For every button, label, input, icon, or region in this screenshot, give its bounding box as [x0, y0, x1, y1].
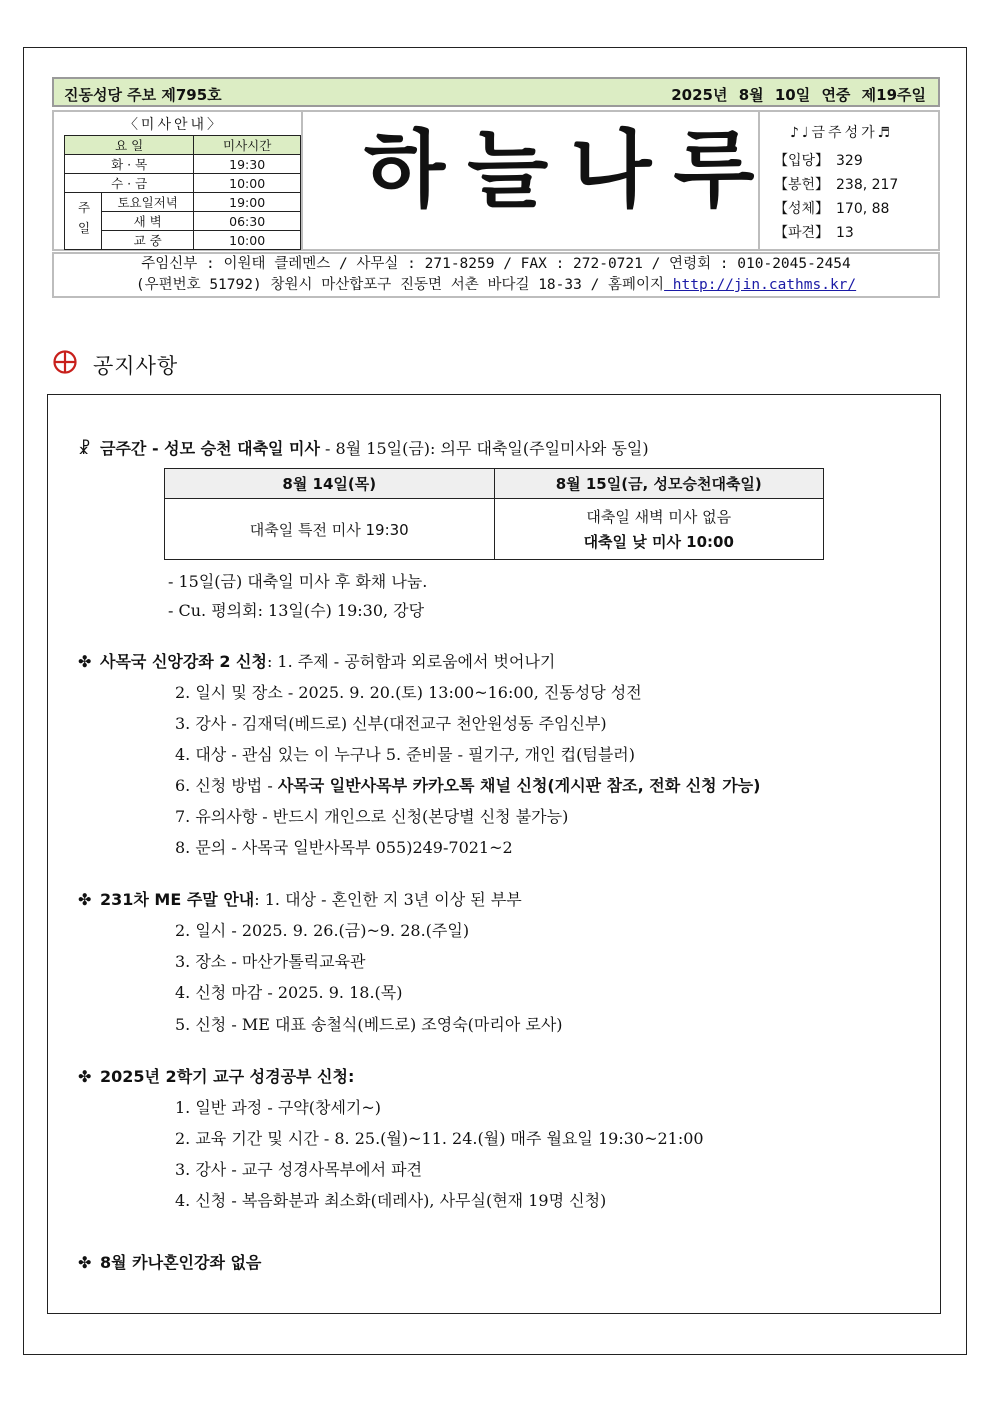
hymn-title: ♪♩금주성가♬	[790, 125, 894, 141]
notice-item: 8. 문의 - 사목국 일반사목부 055)249-7021~2	[175, 838, 513, 857]
notice-me-heading	[78, 887, 522, 910]
mass-col-day: 요 일	[65, 136, 194, 155]
notice-text: - 8월 15일(금): 의무 대축일(주일미사와 동일)	[319, 439, 649, 458]
notice-item-bold: 사목국 일반사목부 카카오톡 채널 신청(게시판 참조, 전화 신청 가능)	[277, 776, 761, 795]
hymn-label: 【파견】	[774, 225, 830, 241]
schedule-cell	[494, 499, 824, 560]
hymn-number: 13	[836, 225, 854, 241]
notice-item: 2. 일시 - 2025. 9. 26.(금)~9. 28.(주일)	[175, 921, 470, 940]
hymn-row	[774, 198, 889, 218]
mass-day: 교 중	[102, 231, 194, 250]
notice-item: 4. 신청 마감 - 2025. 9. 18.(목)	[175, 983, 403, 1002]
notice-item: 7. 유의사항 - 반드시 개인으로 신청(본당별 신청 불가능)	[175, 807, 569, 826]
mass-schedule	[54, 112, 303, 251]
notice-subline: - Cu. 평의회: 13일(수) 19:30, 강당	[168, 601, 425, 620]
contact-line-2	[54, 275, 938, 296]
bulletin-header	[52, 77, 940, 107]
mass-day: 화 · 목	[65, 155, 194, 174]
sunday-label: 주일	[65, 193, 102, 250]
flower-bullet-icon: ✤	[78, 890, 92, 909]
bulletin-logo-title: 하늘나루	[364, 121, 777, 219]
hymn-list	[758, 112, 940, 251]
hymn-row	[774, 174, 898, 194]
notice-title: 231차 ME 주말 안내	[100, 890, 255, 909]
notice-text: : 1. 대상 - 혼인한 지 3년 이상 된 부부	[254, 890, 522, 909]
notice-cana-heading	[78, 1250, 261, 1273]
notice-title: 8월 카나혼인강좌 없음	[100, 1253, 262, 1272]
schedule-head: 8월 14일(목)	[165, 469, 495, 499]
hymn-label: 【봉헌】	[774, 177, 830, 193]
homepage-link[interactable]: http://jin.cathms.kr/	[664, 277, 857, 293]
mass-schedule-title: 〈미사안내〉	[123, 117, 225, 133]
hymn-number: 170, 88	[836, 201, 890, 217]
chi-rho-icon: ☧	[78, 439, 91, 458]
hymn-number: 329	[836, 153, 863, 169]
mass-time: 10:00	[194, 231, 301, 250]
flower-bullet-icon: ✤	[78, 652, 92, 671]
notice-item: 1. 일반 과정 - 구약(창세기~)	[175, 1098, 382, 1117]
mass-time: 19:30	[194, 155, 301, 174]
notice-title: 금주간 - 성모 승천 대축일 미사	[100, 439, 320, 458]
notice-item: 4. 대상 - 관심 있는 이 누구나 5. 준비물 - 필기구, 개인 컵(텀블러)	[175, 745, 635, 764]
notice-item: 3. 장소 - 마산가톨릭교육관	[175, 952, 366, 971]
address: (우편번호 51792) 창원시 마산합포구 진동면 서촌 바다길 18-33 / 홈페이지	[135, 277, 665, 293]
notice-title: 2025년 2학기 교구 성경공부 신청:	[100, 1067, 355, 1086]
notice-section-icon	[53, 350, 77, 374]
hymn-label: 【입당】	[774, 153, 830, 169]
notice-assumption-heading	[78, 436, 649, 459]
assumption-schedule-table	[164, 468, 824, 560]
hymn-number: 238, 217	[836, 177, 899, 193]
notice-item: 3. 강사 - 김재덕(베드로) 신부(대전교구 천안원성동 주임신부)	[175, 714, 607, 733]
schedule-cell-line: 대축일 새벽 미사 없음	[586, 508, 732, 526]
notice-item-text: 6. 신청 방법 -	[175, 776, 278, 795]
schedule-cell-line: 대축일 낮 미사 10:00	[583, 533, 734, 551]
bulletin-issue: 진동성당 주보 제795호	[64, 86, 222, 104]
contact-line-1: 주임신부 : 이원태 클레멘스 / 사무실 : 271-8259 / FAX : 272-0721 / 연령회 : 010-2045-2454	[141, 256, 851, 272]
masthead	[52, 110, 940, 251]
notice-lecture-heading	[78, 649, 555, 672]
notice-item: 2. 교육 기간 및 시간 - 8. 25.(월)~11. 24.(월) 매주 월요일 19:30~21:00	[175, 1129, 704, 1148]
hymn-row	[774, 150, 863, 170]
flower-bullet-icon: ✤	[78, 1253, 92, 1272]
notice-item	[175, 773, 760, 796]
hymn-row	[774, 222, 854, 242]
notice-box	[47, 394, 941, 1314]
hymn-label: 【성체】	[774, 201, 830, 217]
notice-item: 4. 신청 - 복음화분과 최소화(데레사), 사무실(현재 19명 신청)	[175, 1191, 607, 1210]
notice-item: 5. 신청 - ME 대표 송철식(베드로) 조영숙(마리아 로사)	[175, 1015, 563, 1034]
bulletin-date: 2025년 8월 10일 연중 제19주일	[671, 86, 926, 104]
mass-day: 토요일저녁	[102, 193, 194, 212]
mass-time: 10:00	[194, 174, 301, 193]
mass-day: 수 · 금	[65, 174, 194, 193]
notice-bible-heading	[78, 1064, 354, 1087]
notice-text: : 1. 주제 - 공허함과 외로움에서 벗어나기	[266, 652, 556, 671]
schedule-head: 8월 15일(금, 성모승천대축일)	[494, 469, 824, 499]
mass-time: 19:00	[194, 193, 301, 212]
mass-time: 06:30	[194, 212, 301, 231]
mass-col-time: 미사시간	[194, 136, 301, 155]
notice-item: 3. 강사 - 교구 성경사목부에서 파견	[175, 1160, 423, 1179]
notice-title: 사목국 신앙강좌 2 신청	[100, 652, 267, 671]
mass-schedule-table	[64, 135, 301, 250]
schedule-cell: 대축일 특전 미사 19:30	[165, 499, 495, 560]
notice-item: 2. 일시 및 장소 - 2025. 9. 20.(토) 13:00~16:00, 진동성당 성전	[175, 683, 642, 702]
section-title: 공지사항	[93, 354, 179, 378]
mass-day: 새 벽	[102, 212, 194, 231]
notice-subline: - 15일(금) 대축일 미사 후 화채 나눔.	[168, 572, 428, 591]
flower-bullet-icon: ✤	[78, 1067, 92, 1086]
contact-info	[52, 252, 940, 298]
